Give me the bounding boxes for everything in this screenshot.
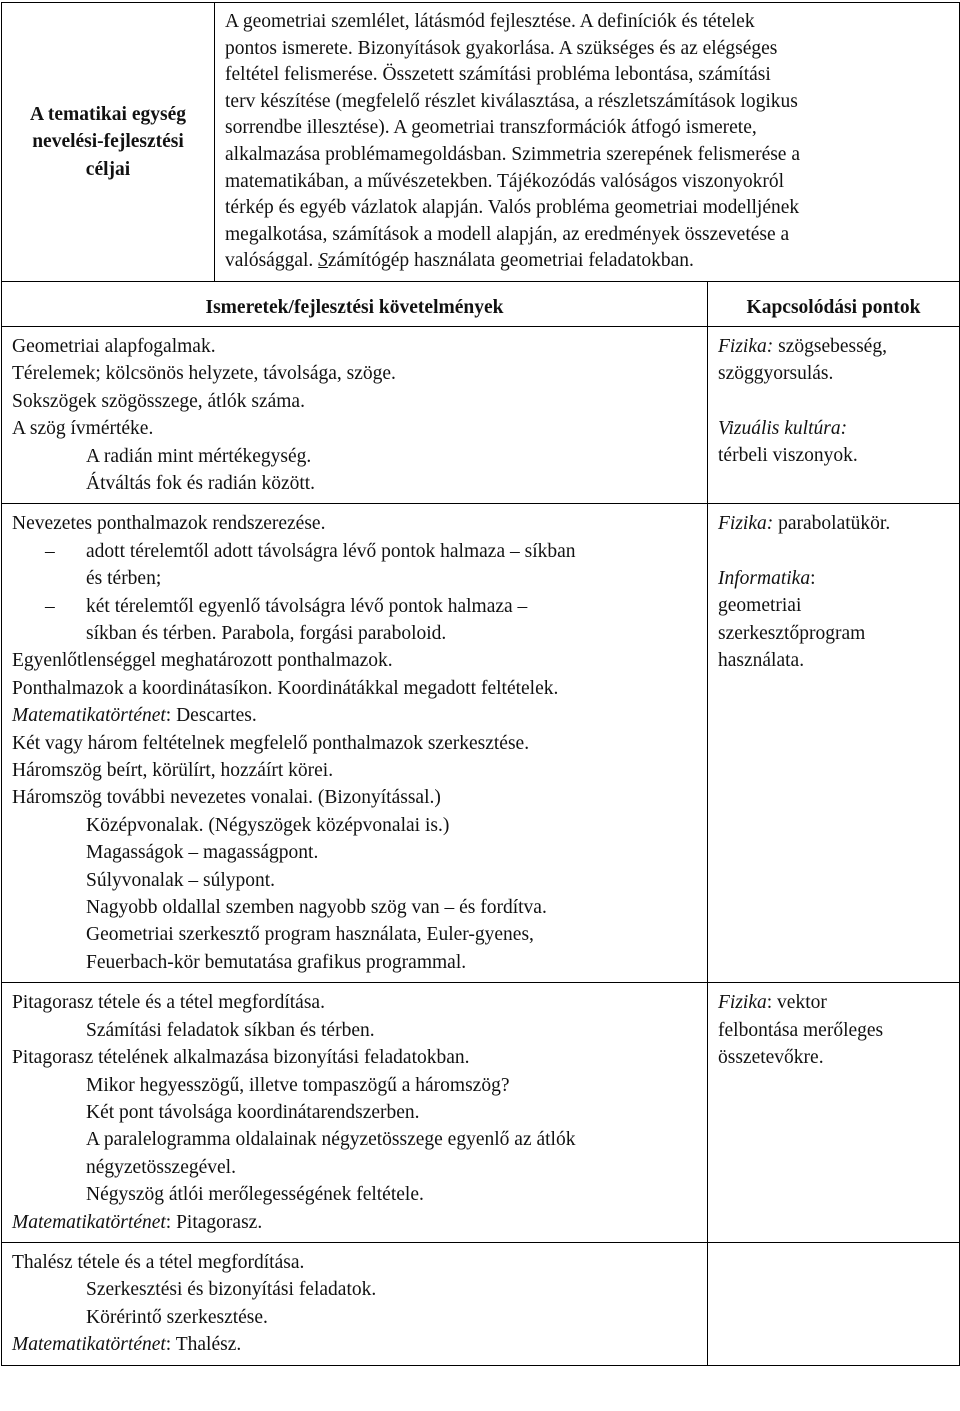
knowledge-line: Thalész tétele és a tétel megfordítása. <box>12 1251 305 1273</box>
subject-physics: Fizika: <box>718 513 774 535</box>
connection-line: térbeli viszonyok. <box>718 445 858 467</box>
connection-text: szögsebesség, <box>773 335 887 357</box>
knowledge-line: Átváltás fok és radián között. <box>86 472 316 494</box>
goals-line: alkalmazása problémamegoldásban. Szimmetria szerepének felismerése a <box>225 143 800 165</box>
connections-cell-1 <box>708 326 960 503</box>
header-knowledge: Ismeretek/fejlesztési követelmények <box>2 281 708 326</box>
knowledge-line: Feuerbach-kör bemutatása grafikus programmal. <box>86 951 467 973</box>
history-line <box>12 1209 701 1236</box>
knowledge-line: síkban és térben. Parabola, forgási paraboloid. <box>86 623 447 644</box>
history-line <box>12 702 701 729</box>
subject-visual-culture: Vizuális kultúra: <box>718 417 848 439</box>
knowledge-line: Pitagorasz tétele és a tétel megfordítása. <box>12 992 325 1014</box>
subject-physics: Fizika <box>718 992 767 1014</box>
goals-line: feltétel felismerése. Összetett számítási probléma lebontása, számítási <box>225 64 771 86</box>
goals-text <box>215 3 960 282</box>
knowledge-line: Sokszögek szögösszege, átlók száma. <box>12 390 305 412</box>
goals-line: A geometriai szemlélet, látásmód fejlesztése. A definíciók és tételek <box>225 11 755 32</box>
connection-colon: : <box>810 567 816 589</box>
goals-heading: A tematikai egység nevelési-fejlesztési céljai <box>2 3 215 282</box>
header-row <box>2 281 960 326</box>
goals-line-last <box>225 248 951 275</box>
history-label: Matematikatörténet <box>12 705 166 727</box>
knowledge-line: Geometriai szerkesztő program használata, Euler-gyenes, <box>86 924 534 946</box>
content-row-2 <box>2 504 960 983</box>
knowledge-line: Nagyobb oldallal szemben nagyobb szög van – és fordítva. <box>86 897 547 919</box>
knowledge-line: Nevezetes ponthalmazok rendszerezése. <box>12 513 326 535</box>
connection-line: összetevőkre. <box>718 1047 824 1069</box>
knowledge-line: Szerkesztési és bizonyítási feladatok. <box>86 1279 377 1301</box>
connection-text: parabolatükör. <box>773 513 891 535</box>
knowledge-cell-4 <box>2 1242 708 1365</box>
connections-cell-3 <box>708 983 960 1243</box>
goals-line: pontos ismerete. Bizonyítások gyakorlása. A szükséges és az elégséges <box>225 37 778 59</box>
goals-line-last-rest: zámítógép használata geometriai feladatokban. <box>327 250 694 272</box>
knowledge-line: Mikor hegyesszögű, illetve tompaszögű a háromszög? <box>86 1074 510 1096</box>
connections-cell-4 <box>708 1242 960 1365</box>
dash-item-text: adott térelemtől adott távolságra lévő pontok halmaza – síkban <box>86 540 576 562</box>
content-row-1 <box>2 326 960 503</box>
connection-line: szöggyorsulás. <box>718 363 834 385</box>
goals-line: megalkotása, számítások a modell alapján, az eredmények összevetése a <box>225 223 790 245</box>
content-row-4 <box>2 1242 960 1365</box>
knowledge-line: Súlyvonalak – súlypont. <box>86 869 276 891</box>
knowledge-cell-1 <box>2 326 708 503</box>
knowledge-line: Négyszög átlói merőlegességének feltétele. <box>86 1184 424 1206</box>
knowledge-line: A radián mint mértékegység. <box>86 445 312 467</box>
header-connections: Kapcsolódási pontok <box>708 281 960 326</box>
connection-line <box>718 989 955 1016</box>
knowledge-cell-3 <box>2 983 708 1243</box>
knowledge-line: Egyenlőtlenséggel meghatározott ponthalmazok. <box>12 650 393 672</box>
knowledge-line: Számítási feladatok síkban és térben. <box>86 1019 375 1041</box>
subject-physics: Fizika: <box>718 335 774 357</box>
connection-line <box>718 565 955 592</box>
history-line <box>12 1331 701 1358</box>
knowledge-line: Térelemek; kölcsönös helyzete, távolsága, szöge. <box>12 363 396 385</box>
connection-line: felbontása merőleges <box>718 1019 884 1041</box>
connection-line <box>718 333 955 360</box>
goals-line-last-initial: S <box>318 250 328 272</box>
goals-line: terv készítése (megfelelő részlet kiválasztása, a részletszámítások logikus <box>225 90 798 112</box>
knowledge-line: Pitagorasz tételének alkalmazása bizonyítási feladatokban. <box>12 1047 470 1069</box>
knowledge-line: Körérintő szerkesztése. <box>86 1306 268 1328</box>
history-name: : Descartes. <box>165 705 257 727</box>
knowledge-line: Ponthalmazok a koordinátasíkon. Koordinátákkal megadott feltételek. <box>12 677 559 699</box>
knowledge-line: Magasságok – magasságpont. <box>86 842 319 864</box>
history-name: : Thalész. <box>165 1334 242 1356</box>
knowledge-line: Háromszög beírt, körülírt, hozzáírt körei. <box>12 760 334 782</box>
knowledge-line: A paralelogramma oldalainak négyzetösszege egyenlő az átlók <box>86 1129 576 1151</box>
knowledge-line: Középvonalak. (Négyszögek középvonalai is.) <box>86 814 450 836</box>
subject-informatics: Informatika <box>718 567 811 589</box>
connection-text: : vektor <box>766 992 827 1014</box>
connection-line: geometriai <box>718 595 802 617</box>
connections-cell-2 <box>708 504 960 983</box>
knowledge-line: négyzetösszegével. <box>86 1156 236 1178</box>
history-label: Matematikatörténet <box>12 1211 166 1233</box>
spacer <box>718 538 955 565</box>
dash-item <box>12 593 701 620</box>
connection-line: használata. <box>718 650 805 671</box>
content-row-3 <box>2 983 960 1243</box>
goals-line: matematikában, a művészetekben. Tájékozódás valóságos viszonyokról <box>225 170 785 192</box>
history-name: : Pitagorasz. <box>165 1211 263 1233</box>
curriculum-table <box>1 2 960 1366</box>
goals-row <box>2 3 960 282</box>
knowledge-line: Két pont távolsága koordinátarendszerben. <box>86 1101 420 1123</box>
knowledge-line: Geometriai alapfogalmak. <box>12 335 216 357</box>
goals-line: térkép és egyéb vázlatok alapján. Valós probléma geometriai modelljének <box>225 197 800 219</box>
spacer <box>718 388 955 415</box>
dash-bullet: – <box>45 595 55 617</box>
goals-line: sorrendbe illesztése). A geometriai transzformációk átfogó ismerete, <box>225 117 757 139</box>
connection-line <box>718 510 955 537</box>
goals-line-last-text: valósággal. <box>225 250 319 272</box>
dash-item <box>12 538 701 565</box>
dash-bullet: – <box>45 540 55 562</box>
connection-line: szerkesztőprogram <box>718 622 866 644</box>
knowledge-line: Két vagy három feltételnek megfelelő ponthalmazok szerkesztése. <box>12 732 530 754</box>
dash-item-text: két térelemtől egyenlő távolságra lévő pontok halmaza – <box>86 595 528 617</box>
knowledge-line: A szög ívmértéke. <box>12 418 154 440</box>
knowledge-line: Háromszög további nevezetes vonalai. (Bizonyítással.) <box>12 787 441 809</box>
knowledge-cell-2 <box>2 504 708 983</box>
history-label: Matematikatörténet <box>12 1334 166 1356</box>
knowledge-line: és térben; <box>86 568 162 590</box>
